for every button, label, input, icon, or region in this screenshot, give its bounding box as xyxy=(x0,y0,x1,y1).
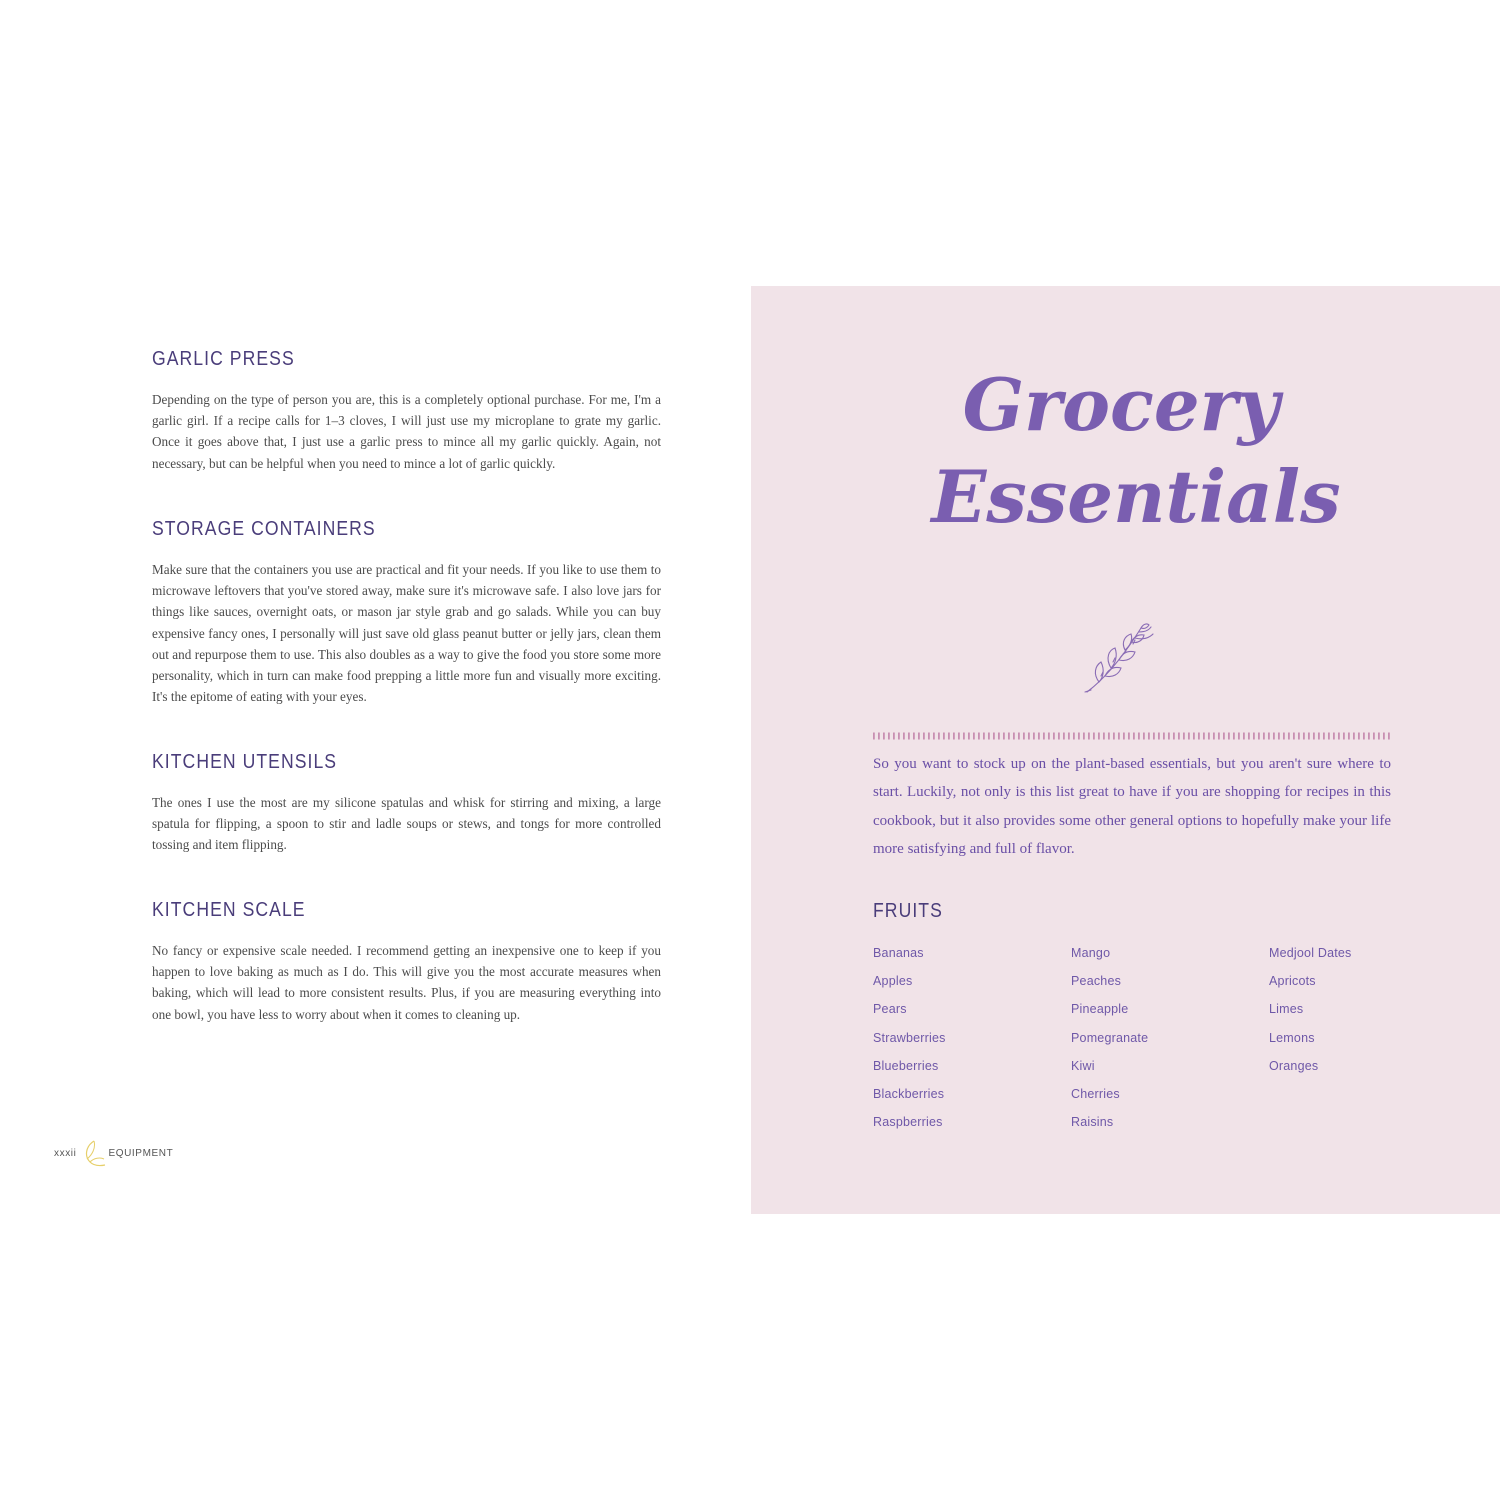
list-item: Pears xyxy=(873,1002,907,1017)
herb-sprig-icon xyxy=(1083,618,1165,700)
list-item: Peaches xyxy=(1071,974,1122,989)
page-footer xyxy=(54,1138,173,1168)
section-heading: STORAGE CONTAINERS xyxy=(152,518,376,540)
list-item: Blueberries xyxy=(873,1058,939,1073)
list-item: Apples xyxy=(873,974,913,989)
list-item: Pineapple xyxy=(1071,1002,1129,1017)
section-storage-containers xyxy=(152,518,661,707)
list-item: Raspberries xyxy=(873,1115,943,1130)
section-body: No fancy or expensive scale needed. I recommend getting an inexpensive one to keep if you happen to love baking as much as I do. This will give you the most accurate measures when baking, which will lead to more consistent results. Plus, if you are measuring everything into one bowl, you have less to worry about when it comes to cleaning up. xyxy=(152,943,661,1022)
decorative-dash-divider xyxy=(873,730,1391,742)
section-name: EQUIPMENT xyxy=(108,1147,174,1159)
fruits-list-column-1 xyxy=(873,942,946,1139)
fruits-list-column-2 xyxy=(1071,942,1148,1139)
list-item: Apricots xyxy=(1269,974,1316,989)
list-item: Pomegranate xyxy=(1071,1030,1149,1045)
page-number: xxxii xyxy=(54,1147,77,1159)
list-item: Limes xyxy=(1269,1002,1304,1017)
list-item: Mango xyxy=(1071,946,1111,960)
section-heading: GARLIC PRESS xyxy=(152,348,295,370)
fruits-list-column-3 xyxy=(1269,942,1352,1083)
list-item: Cherries xyxy=(1071,1086,1120,1101)
list-item: Blackberries xyxy=(873,1086,945,1101)
grocery-essentials-panel xyxy=(751,286,1500,1214)
section-kitchen-scale xyxy=(152,899,661,1025)
section-body: Depending on the type of person you are, this is a completely optional purchase. For me, I'm a garlic girl. If a recipe calls for 1–3 cloves, I will just use my microplane to grate my garlic. Once it goes above that, I just use a garlic press to mince all my garlic quickly. Again, not necessary, but can be helpful when you need to mince a lot of garlic quickly. xyxy=(152,392,661,471)
section-body: Make sure that the containers you use are practical and fit your needs. If you like to use them to microwave leftovers that you've stored away, make sure it's microwave safe. I also love jars for things like sauces, overnight oats, or mason jar style grab and go salads. While you can buy expensive fancy ones, I personally will just save old glass peanut butter or jelly jars, clean them out and repurpose them to use. This also doubles as a way to give the food you store some more personality, which in turn can make food prepping a little more fun and visually more exciting. It's the epitome of eating with your eyes. xyxy=(152,562,661,705)
title-line-essentials: Essentials xyxy=(931,454,1341,540)
page-title xyxy=(751,359,1500,543)
section-heading: KITCHEN UTENSILS xyxy=(152,751,338,773)
list-item: Raisins xyxy=(1071,1115,1114,1130)
leaf-icon xyxy=(80,1138,110,1168)
section-kitchen-utensils xyxy=(152,751,661,856)
section-garlic-press xyxy=(152,348,661,474)
section-body: The ones I use the most are my silicone spatulas and whisk for stirring and mixing, a large spatula for flipping, a spoon to stir and ladle soups or stews, and tongs for more controlled tossing and item flipping. xyxy=(152,795,661,853)
list-item: Oranges xyxy=(1269,1058,1319,1073)
list-item: Medjool Dates xyxy=(1269,946,1352,960)
list-item: Strawberries xyxy=(873,1030,946,1045)
list-item: Bananas xyxy=(873,946,924,960)
list-item: Kiwi xyxy=(1071,1058,1095,1073)
intro-paragraph: So you want to stock up on the plant-based essentials, but you aren't sure where to start. Luckily, not only is this list great to have if you are shopping for recipes in this cookbook, but it also provides some other general options to hopefully make your life more satisfying and full of flavor. xyxy=(873,756,1391,857)
list-item: Lemons xyxy=(1269,1030,1315,1045)
fruits-heading: FRUITS xyxy=(873,900,943,922)
title-line-grocery: Grocery xyxy=(962,362,1280,448)
section-heading: KITCHEN SCALE xyxy=(152,899,306,921)
